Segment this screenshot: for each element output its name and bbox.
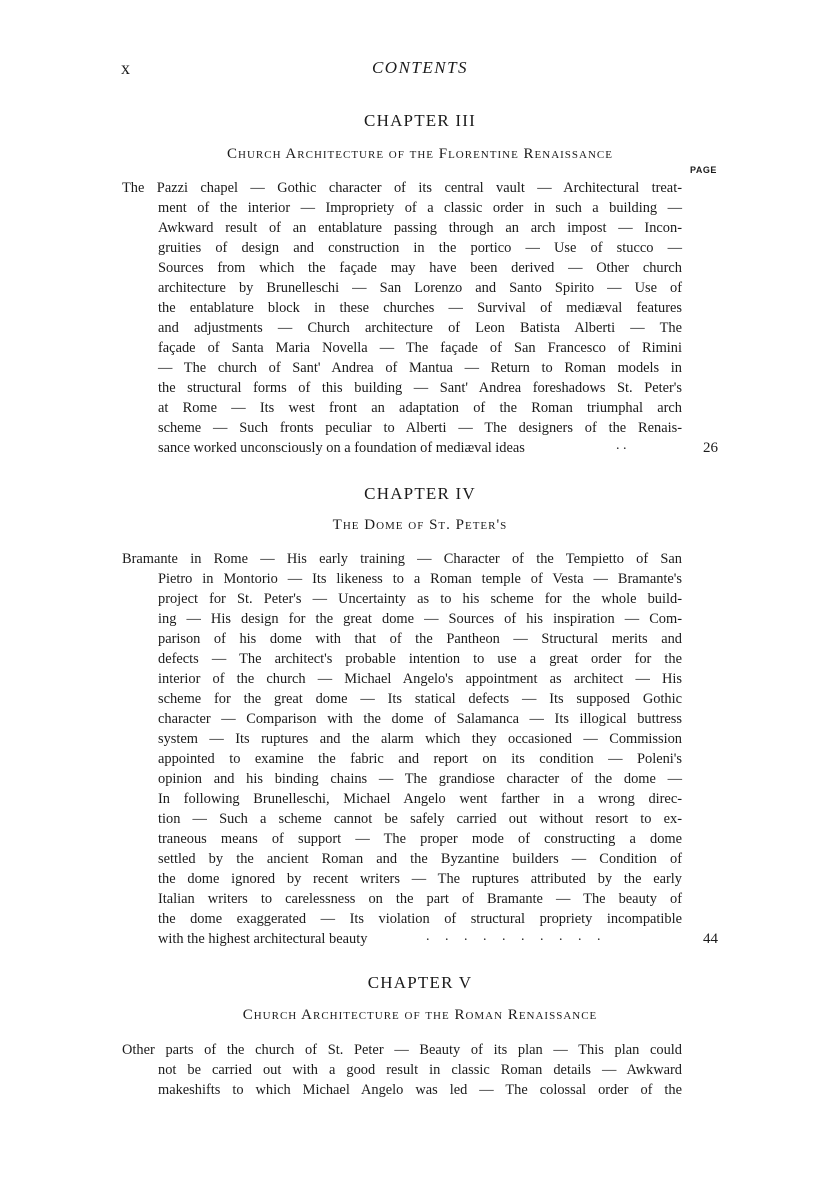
synopsis-line: ing — His design for the great dome — Sources of his inspiration — Com- [158, 611, 682, 627]
synopsis-line: the structural forms of this building — Sant' Andrea foreshadows St. Peter's [158, 380, 682, 396]
chapter-iii-heading: CHAPTER III [364, 111, 476, 130]
synopsis-line: with the highest architectural beauty [158, 931, 368, 947]
synopsis-line: makeshifts to which Michael Angelo was led — The colossal order of the [158, 1082, 682, 1098]
synopsis-line: settled by the ancient Roman and the Byzantine builders — Condition of [158, 851, 682, 867]
running-head-title: CONTENTS [371, 58, 469, 77]
synopsis-line: Pietro in Montorio — Its likeness to a Roman temple of Vesta — Bramante's [158, 571, 682, 587]
synopsis-line: at Rome — Its west front an adaptation of the Roman triumphal arch [158, 400, 682, 416]
synopsis-line: ment of the interior — Impropriety of a classic order in such a building — [158, 200, 682, 216]
synopsis-line: Bramante in Rome — His early training — Character of the Tempietto of San [122, 551, 682, 567]
chapter-iv-heading: CHAPTER IV [364, 484, 476, 503]
synopsis-line: not be carried out with a good result in classic Roman details — Awkward [158, 1062, 682, 1078]
dot-leader: . . . . . . . . . . [426, 929, 601, 944]
synopsis-line: project for St. Peter's — Uncertainty as to his scheme for the whole build- [158, 591, 682, 607]
synopsis-line: scheme — Such fronts peculiar to Alberti — The designers of the Renais- [158, 420, 682, 436]
synopsis-line: Sources from which the façade may have been derived — Other church [158, 260, 682, 276]
page-column-label: PAGE [690, 165, 717, 175]
synopsis-line: the dome ignored by recent writers — The ruptures attributed by the early [158, 871, 682, 887]
synopsis-line: tion — Such a scheme cannot be safely carried out without resort to ex- [158, 811, 682, 827]
synopsis-line: defects — The architect's probable intention to use a great order for the [158, 651, 682, 667]
synopsis-line: In following Brunelleschi, Michael Angelo went farther in a wrong direc- [158, 791, 682, 807]
page-number: 26 [703, 440, 718, 456]
synopsis-line: — The church of Sant' Andrea of Mantua — Return to Roman models in [158, 360, 682, 376]
chapter-v-title: Church Architecture of the Roman Renaissance [242, 1007, 598, 1023]
synopsis-line: system — Its ruptures and the alarm which they occasioned — Commission [158, 731, 682, 747]
synopsis-line: Other parts of the church of St. Peter — Beauty of its plan — This plan could [122, 1042, 682, 1058]
synopsis-line: parison of his dome with that of the Pantheon — Structural merits and [158, 631, 682, 647]
synopsis-line: the entablature block in these churches — Survival of mediæval features [158, 300, 682, 316]
synopsis-line: Awkward result of an entablature passing through an arch impost — Incon- [158, 220, 682, 236]
synopsis-line: interior of the church — Michael Angelo's appointment as architect — His [158, 671, 682, 687]
running-head [0, 58, 840, 82]
synopsis-line: façade of Santa Maria Novella — The façade of San Francesco of Rimini [158, 340, 682, 356]
synopsis-line: scheme for the great dome — Its statical defects — Its supposed Gothic [158, 691, 682, 707]
synopsis-line: The Pazzi chapel — Gothic character of its central vault — Architectural treat- [122, 180, 682, 196]
chapter-v-heading: CHAPTER V [367, 973, 473, 992]
synopsis-line: architecture by Brunelleschi — San Lorenzo and Santo Spirito — Use of [158, 280, 682, 296]
page-number: 44 [703, 931, 718, 947]
synopsis-line: traneous means of support — The proper mode of constructing a dome [158, 831, 682, 847]
synopsis-line: opinion and his binding chains — The grandiose character of the dome — [158, 771, 682, 787]
page-folio: x [121, 58, 131, 78]
synopsis-line: Italian writers to carelessness on the part of Bramante — The beauty of [158, 891, 682, 907]
synopsis-line: gruities of design and construction in the portico — Use of stucco — [158, 240, 682, 256]
synopsis-line: appointed to examine the fabric and report on its condition — Poleni's [158, 751, 682, 767]
chapter-iii-title: Church Architecture of the Florentine Renaissance [227, 146, 613, 162]
dot-leader: . . [616, 438, 627, 453]
synopsis-line: and adjustments — Church architecture of Leon Batista Alberti — The [158, 320, 682, 336]
chapter-iv-title: The Dome of St. Peter's [332, 517, 508, 533]
synopsis-line: the dome exaggerated — Its violation of structural propriety incompatible [158, 911, 682, 927]
synopsis-line: character — Comparison with the dome of Salamanca — Its illogical buttress [158, 711, 682, 727]
synopsis-line: sance worked unconsciously on a foundation of mediæval ideas [158, 440, 525, 456]
